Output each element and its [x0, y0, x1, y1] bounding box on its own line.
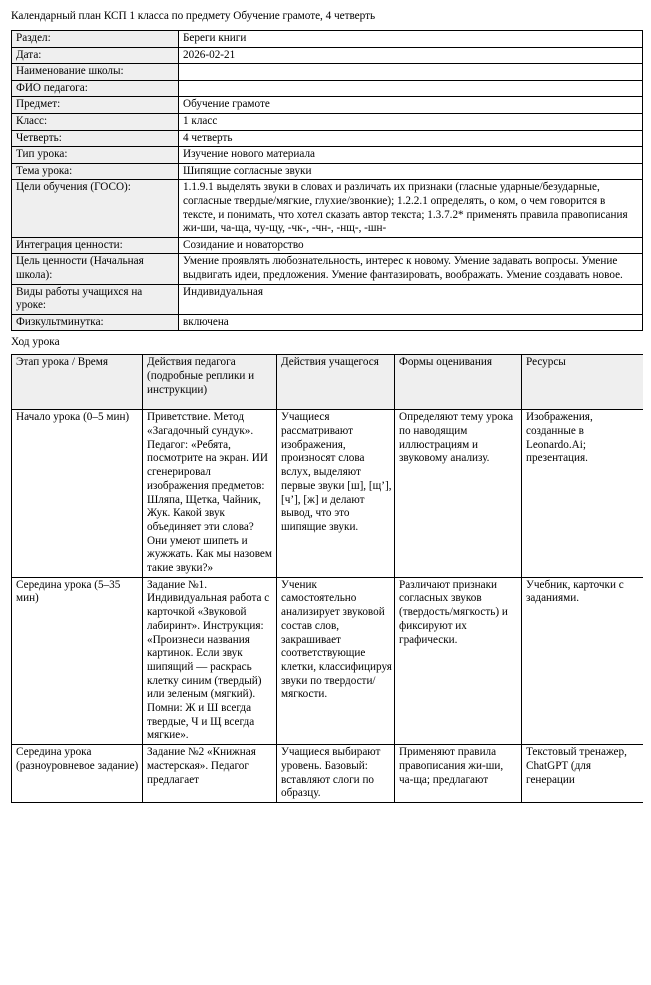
- lesson-metadata-table: [11, 30, 643, 331]
- metadata-value: Индивидуальная: [179, 284, 643, 314]
- teacher-actions-cell: Задание №1. Индивидуальная работа с карточкой «Звуковой лабиринт». Инструкция: «Произнеси названия картинок. Если звук шипящий — раскрась клетку синим (твердый) или зеленым (мягкий). Помни: Ж и Ш всегда твердые, Ч и Щ всегда мягкие».: [143, 577, 277, 744]
- resources-cell: Учебник, карточки с заданиями.: [522, 577, 644, 744]
- metadata-value: Созидание и новаторство: [179, 237, 643, 254]
- metadata-label: Класс:: [12, 113, 179, 130]
- stage-cell: Середина урока (разноуровневое задание): [12, 745, 143, 803]
- table-row: [12, 80, 643, 97]
- table-row: [12, 180, 643, 237]
- metadata-label: ФИО педагога:: [12, 80, 179, 97]
- column-header-resources: Ресурсы: [522, 355, 644, 410]
- table-row: [12, 745, 644, 803]
- table-row: [12, 284, 643, 314]
- metadata-label: Наименование школы:: [12, 64, 179, 81]
- metadata-label: Тема урока:: [12, 163, 179, 180]
- student-actions-cell: Учащиеся рассматривают изображения, произносят слова вслух, выделяют первые звуки [ш], [щ’], [ч’], [ж] и делают вывод, что это шипящие звуки.: [277, 410, 395, 577]
- metadata-label: Физкультминутка:: [12, 314, 179, 331]
- page-title: Календарный план КСП 1 класса по предмету Обучение грамоте, 4 четверть: [11, 10, 376, 22]
- stage-cell: Начало урока (0–5 мин): [12, 410, 143, 577]
- lesson-flow-head: [12, 355, 644, 410]
- table-header-row: [12, 355, 644, 410]
- metadata-label: Раздел:: [12, 31, 179, 48]
- teacher-actions-cell: Задание №2 «Книжная мастерская». Педагог предлагает: [143, 745, 277, 803]
- student-actions-cell: Учащиеся выбирают уровень. Базовый: вставляют слоги по образцу.: [277, 745, 395, 803]
- metadata-label: Виды работы учащихся на уроке:: [12, 284, 179, 314]
- student-actions-cell: Ученик самостоятельно анализирует звуковой состав слов, закрашивает соответствующие клетки, классифицируя звуки по твердости/мягкости.: [277, 577, 395, 744]
- lesson-flow-wrapper: [11, 354, 643, 803]
- resources-cell: Текстовый тренажер, ChatGPT (для генерации: [522, 745, 644, 803]
- metadata-value: Изучение нового материала: [179, 147, 643, 164]
- column-header-student: Действия учащегося: [277, 355, 395, 410]
- column-header-assessment: Формы оценивания: [395, 355, 522, 410]
- metadata-value: Обучение грамоте: [179, 97, 643, 114]
- table-row: [12, 130, 643, 147]
- metadata-value: 1 класс: [179, 113, 643, 130]
- table-row: [12, 314, 643, 331]
- metadata-value: 1.1.9.1 выделять звуки в словах и различать их признаки (гласные ударные/безударные, согласные твердые/мягкие, глухие/звонкие); 1.2.2.1 определять, о ком, о чем говорится в тексте, и понимать, что хотел сказать автор текста; 1.3.7.2* применять правила правописания жи-ши, ча-ща, чу-щу, -чк-, -чн-, -нщ-, -шн-: [179, 180, 643, 237]
- metadata-label: Дата:: [12, 47, 179, 64]
- metadata-value: [179, 80, 643, 97]
- teacher-actions-cell: Приветствие. Метод «Загадочный сундук». Педагог: «Ребята, посмотрите на экран. ИИ сгенерировал изображения предметов: Шляпа, Щетка, Чайник, Жук. Какой звук объединяет эти слова? Они умеют шипеть и жужжать. Как мы назовем такие звуки?»: [143, 410, 277, 577]
- table-row: [12, 254, 643, 284]
- metadata-label: Цель ценности (Начальная школа):: [12, 254, 179, 284]
- column-header-stage: Этап урока / Время: [12, 355, 143, 410]
- metadata-value: Шипящие согласные звуки: [179, 163, 643, 180]
- metadata-value: 2026-02-21: [179, 47, 643, 64]
- metadata-value: 4 четверть: [179, 130, 643, 147]
- assessment-cell: Применяют правила правописания жи-ши, ча-ща; предлагают: [395, 745, 522, 803]
- table-row: [12, 47, 643, 64]
- lesson-metadata-body: [12, 31, 643, 331]
- metadata-label: Цели обучения (ГОСО):: [12, 180, 179, 237]
- table-row: [12, 410, 644, 577]
- column-header-teacher: Действия педагога (подробные реплики и инструкции): [143, 355, 277, 410]
- table-row: [12, 237, 643, 254]
- metadata-label: Четверть:: [12, 130, 179, 147]
- table-row: [12, 113, 643, 130]
- metadata-label: Интеграция ценности:: [12, 237, 179, 254]
- metadata-value: Береги книги: [179, 31, 643, 48]
- lesson-flow-table: [11, 354, 643, 803]
- metadata-label: Тип урока:: [12, 147, 179, 164]
- metadata-value: Умение проявлять любознательность, интерес к новому. Умение задавать вопросы. Умение выдвигать идеи, предложения. Умение фантазировать, воображать. Умение создавать новое.: [179, 254, 643, 284]
- metadata-value: включена: [179, 314, 643, 331]
- metadata-value: [179, 64, 643, 81]
- table-row: [12, 31, 643, 48]
- lesson-flow-body: [12, 410, 644, 803]
- table-row: [12, 163, 643, 180]
- assessment-cell: Различают признаки согласных звуков (твердость/мягкость) и фиксируют их графически.: [395, 577, 522, 744]
- table-row: [12, 97, 643, 114]
- lesson-flow-heading: Ход урока: [11, 336, 60, 349]
- resources-cell: Изображения, созданные в Leonardo.Ai; презентация.: [522, 410, 644, 577]
- table-row: [12, 147, 643, 164]
- metadata-label: Предмет:: [12, 97, 179, 114]
- assessment-cell: Определяют тему урока по наводящим иллюстрациям и звуковому анализу.: [395, 410, 522, 577]
- stage-cell: Середина урока (5–35 мин): [12, 577, 143, 744]
- table-row: [12, 64, 643, 81]
- table-row: [12, 577, 644, 744]
